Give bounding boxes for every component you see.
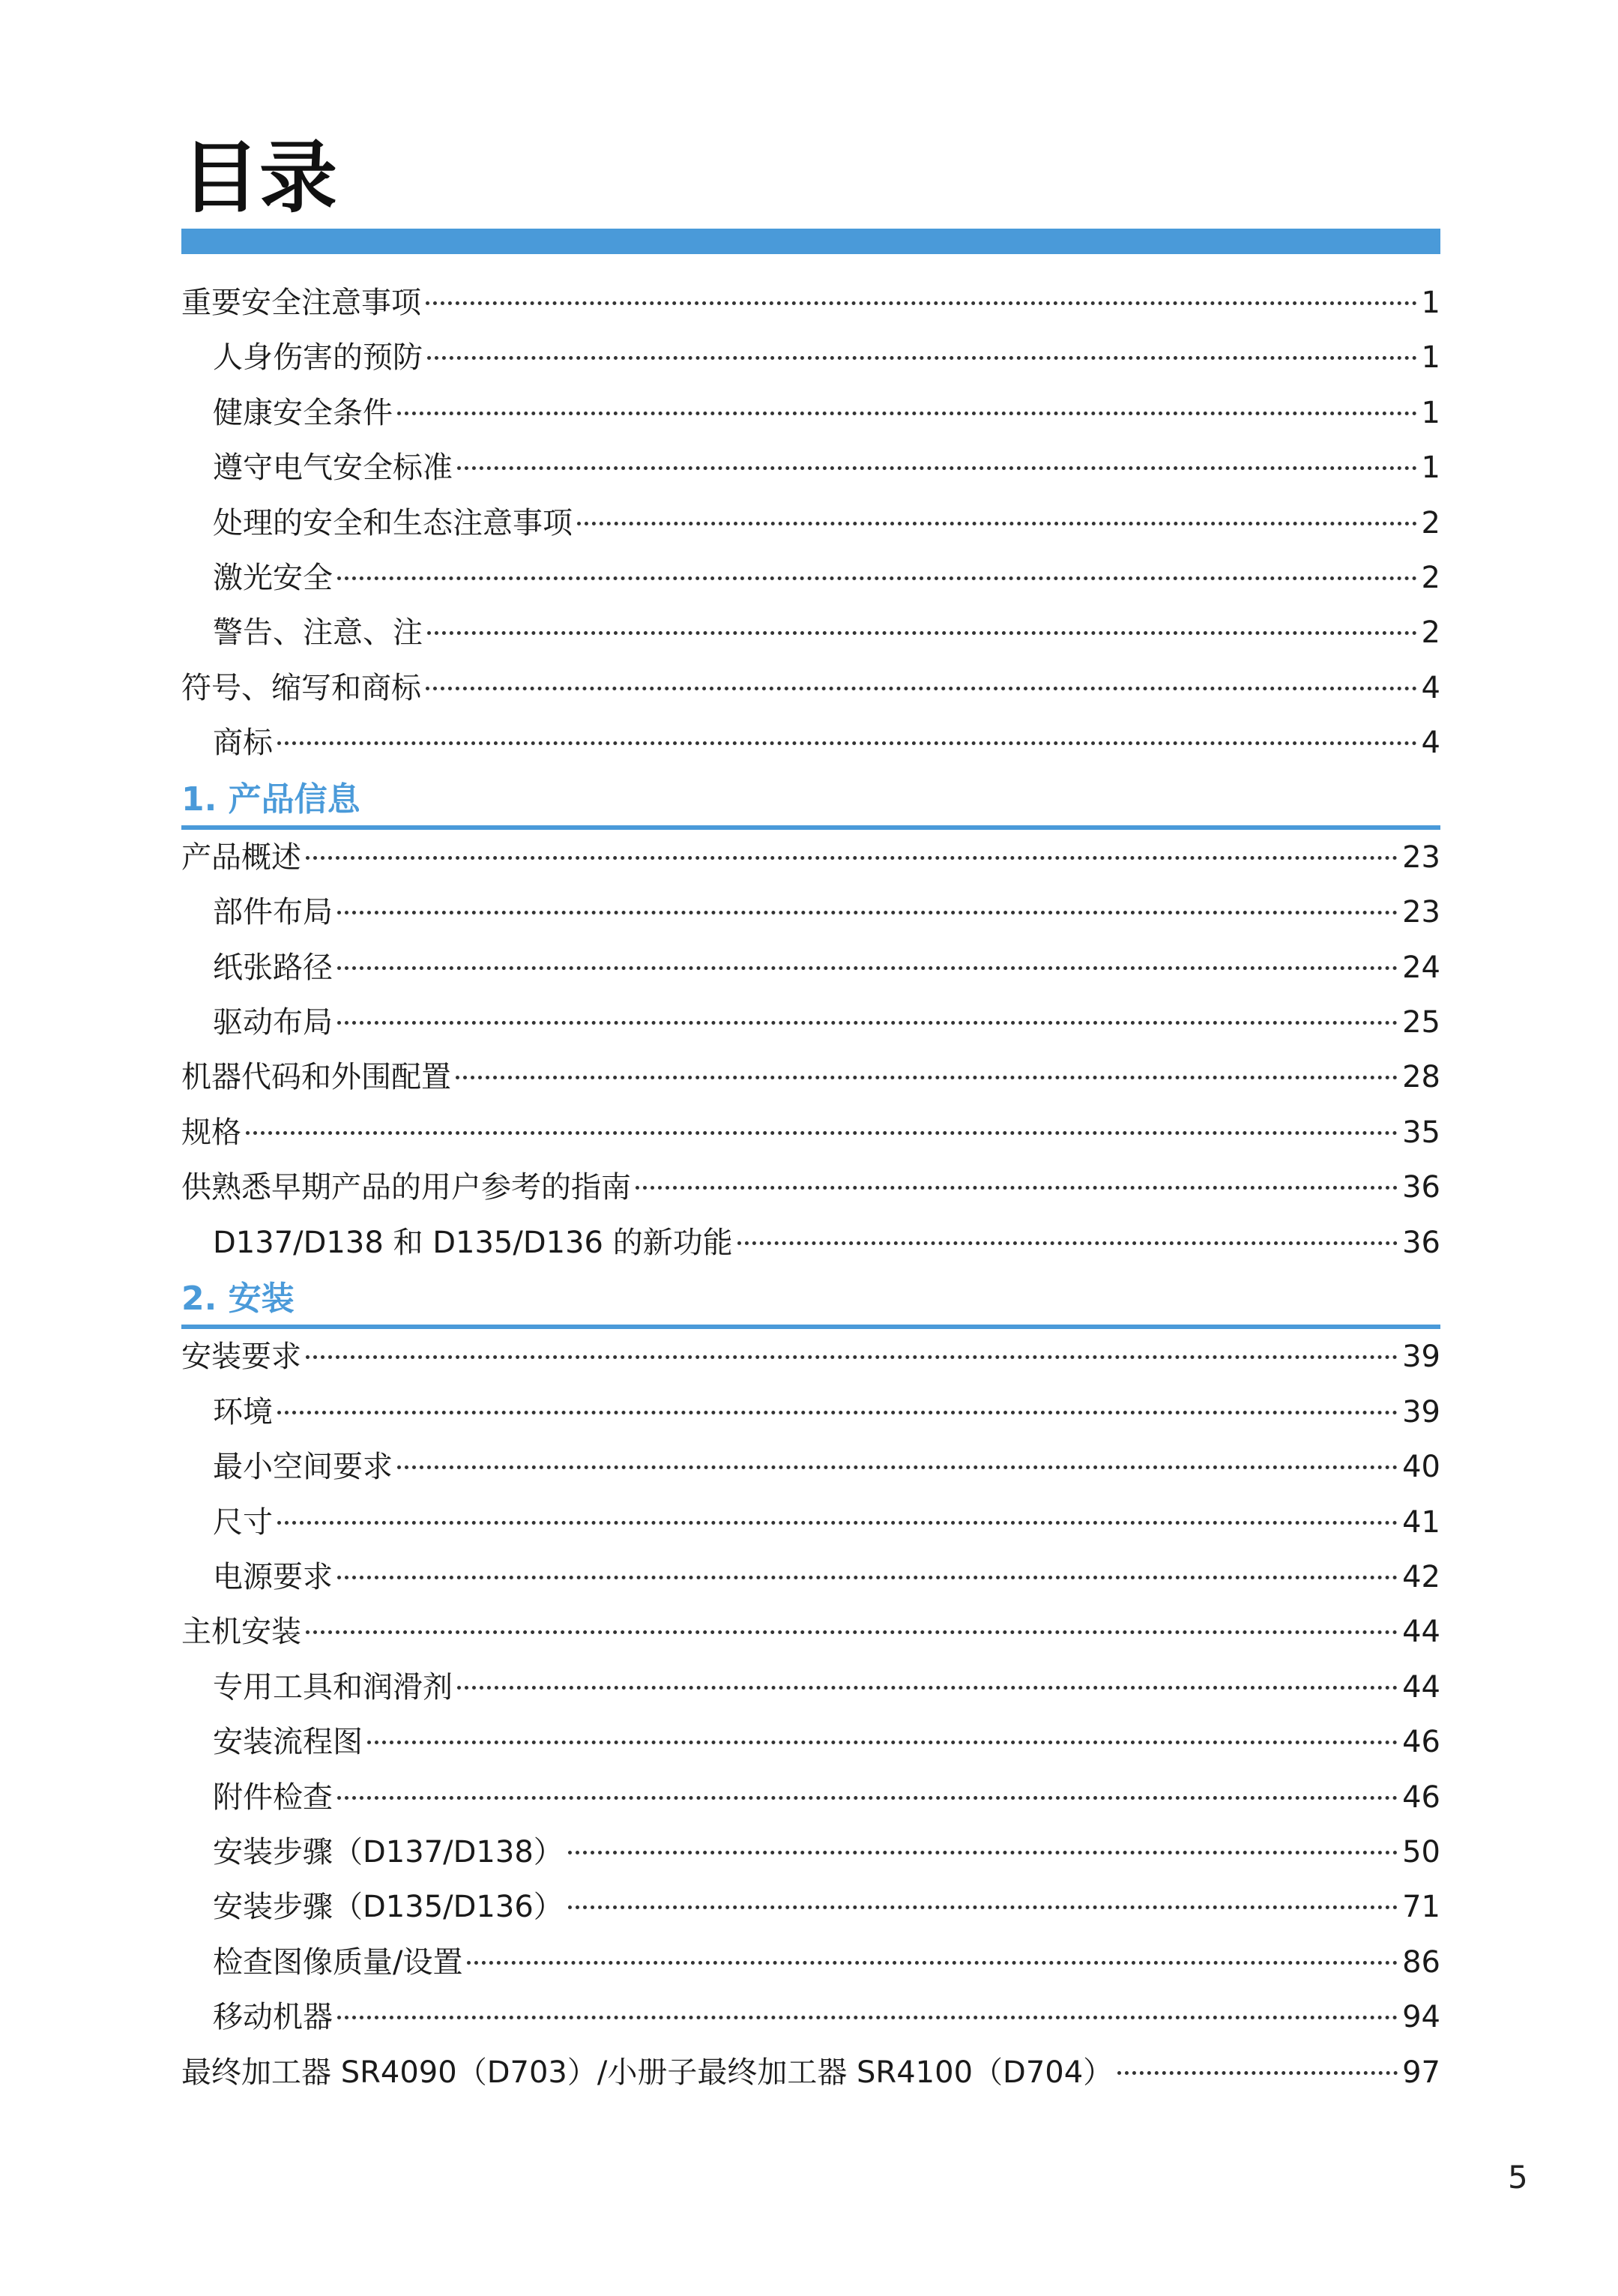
chapter-1-title[interactable]: 1. 产品信息 [181,780,360,819]
toc-entry-label[interactable]: 警告、注意、注 [213,615,423,651]
dot-leader [337,966,1398,970]
dot-leader [337,1021,1398,1025]
toc-entry-page-number[interactable]: 36 [1402,1170,1440,1205]
toc-entry-label[interactable]: 重要安全注意事项 [181,286,421,320]
dot-leader [737,1241,1398,1245]
toc-entry-page-number[interactable]: 86 [1402,1944,1440,1980]
toc-entry[interactable] [181,496,1440,551]
toc-entry[interactable] [181,276,1440,331]
dot-leader [456,1076,1398,1079]
toc-entry-page-number[interactable]: 44 [1402,1615,1440,1650]
dot-leader [426,301,1417,305]
toc-entry-page-number[interactable]: 71 [1402,1890,1440,1925]
chapter-2-heading[interactable] [181,1271,1440,1325]
dot-leader [367,1741,1398,1744]
toc-entry-page-number[interactable]: 2 [1421,505,1440,540]
toc-entry-page-number[interactable]: 50 [1402,1834,1440,1869]
dot-leader [467,1961,1398,1965]
toc-entry-label[interactable]: 纸张路径 [213,950,333,985]
page-number: 5 [1508,2159,1528,2196]
toc-entry[interactable] [181,2046,1440,2100]
chapter-1-rule [181,825,1440,830]
toc-entry-page-number[interactable]: 42 [1402,1559,1440,1594]
page-title: 目录 [181,132,338,223]
toc-entry-label[interactable]: 符号、缩写和商标 [181,670,421,705]
dot-leader [337,911,1398,915]
toc-entry-label[interactable]: 激光安全 [213,560,333,595]
dot-leader [337,1576,1398,1579]
dot-leader [1117,2071,1398,2075]
toc-entry-label[interactable]: 商标 [213,726,273,761]
chapter-2-section [181,1330,1440,2100]
toc-entry[interactable] [181,1550,1440,1605]
toc-entry[interactable] [181,831,1440,885]
dot-leader [277,741,1417,745]
toc-entry[interactable] [181,661,1440,716]
toc-entry[interactable] [181,1825,1440,1880]
toc-entry-label[interactable]: 尺寸 [213,1504,273,1540]
toc-entry-label[interactable]: 处理的安全和生态注意事项 [213,505,573,540]
toc-entry-label[interactable]: 机器代码和外围配置 [181,1060,451,1095]
toc-entry-page-number[interactable]: 25 [1402,1005,1440,1040]
toc-entry[interactable] [181,1216,1440,1271]
toc-entry[interactable] [181,1106,1440,1160]
dot-leader [568,1851,1398,1854]
toc-entry[interactable] [181,1495,1440,1550]
toc-entry[interactable] [181,1660,1440,1715]
dot-leader [568,1905,1398,1909]
dot-leader [427,356,1417,360]
toc-entry-label[interactable]: 环境 [213,1394,273,1429]
toc-entry-label[interactable]: D137/D138 和 D135/D136 的新功能 [213,1225,733,1260]
toc-entry[interactable] [181,1440,1440,1495]
toc-entry-page-number[interactable]: 23 [1402,895,1440,930]
dot-leader [457,1686,1398,1690]
toc-entry-page-number[interactable]: 2 [1421,560,1440,595]
title-underline-bar [181,229,1440,254]
dot-leader [397,1465,1398,1469]
toc-entry[interactable] [181,1385,1440,1440]
dot-leader [427,631,1417,635]
toc-entry[interactable] [181,1160,1440,1215]
toc-entry[interactable] [181,1771,1440,1825]
toc-entry-page-number[interactable]: 40 [1402,1450,1440,1485]
toc-entry-label[interactable]: 安装步骤（D137/D138） [213,1834,564,1869]
toc-entry-page-number[interactable]: 94 [1402,2000,1440,2035]
dot-leader [426,687,1417,690]
toc-entry-page-number[interactable]: 44 [1402,1669,1440,1705]
toc-entry-label[interactable]: 驱动布局 [213,1005,333,1040]
chapter-1-section [181,831,1440,1271]
toc-entry-page-number[interactable]: 97 [1402,2055,1440,2090]
toc-entry-label[interactable]: 移动机器 [213,2000,333,2035]
toc-entry-label[interactable]: 附件检查 [213,1780,333,1815]
toc-entry[interactable] [181,885,1440,940]
dot-leader [306,856,1398,860]
toc-entry-label[interactable]: 安装步骤（D135/D136） [213,1890,564,1925]
toc-entry-page-number[interactable]: 4 [1421,670,1440,705]
toc-entry[interactable] [181,1605,1440,1660]
table-of-contents [181,276,1440,2100]
toc-entry-page-number[interactable]: 24 [1402,950,1440,985]
chapter-2-title[interactable]: 2. 安装 [181,1280,295,1319]
toc-entry[interactable] [181,551,1440,606]
toc-entry-label[interactable]: 人身伤害的预防 [213,340,423,376]
toc-entry-label[interactable]: 规格 [181,1115,241,1150]
toc-entry-page-number[interactable]: 1 [1421,340,1440,376]
toc-entry-label[interactable]: 安装要求 [181,1340,301,1375]
dot-leader [457,466,1417,470]
toc-entry[interactable] [181,995,1440,1050]
toc-entry-label[interactable]: 健康安全条件 [213,395,393,430]
toc-entry[interactable] [181,716,1440,771]
toc-entry-label[interactable]: 产品概述 [181,840,301,875]
toc-entry-label[interactable]: 供熟悉早期产品的用户参考的指南 [181,1170,631,1205]
toc-entry[interactable] [181,386,1440,441]
toc-entry[interactable] [181,606,1440,660]
toc-entry-label[interactable]: 安装流程图 [213,1725,363,1760]
toc-entry[interactable] [181,1880,1440,1935]
dot-leader [306,1355,1398,1359]
toc-entry-page-number[interactable]: 35 [1402,1115,1440,1150]
toc-entry-label[interactable]: 检查图像质量/设置 [213,1944,463,1980]
dot-leader [397,412,1417,415]
front-matter-section [181,276,1440,771]
toc-entry-page-number[interactable]: 1 [1421,451,1440,486]
dot-leader [306,1630,1398,1634]
dot-leader [337,2016,1398,2019]
toc-entry-label[interactable]: 部件布局 [213,895,333,930]
toc-entry-page-number[interactable]: 39 [1402,1340,1440,1375]
dot-leader [246,1131,1398,1135]
toc-entry-label[interactable]: 专用工具和润滑剂 [213,1669,453,1705]
chapter-1-heading[interactable] [181,771,1440,826]
dot-leader [337,1796,1398,1800]
toc-entry[interactable] [181,1715,1440,1770]
toc-entry-page-number[interactable]: 1 [1421,395,1440,430]
dot-leader [337,576,1417,580]
dot-leader [277,1521,1398,1525]
toc-entry[interactable] [181,1935,1440,1990]
toc-entry-label[interactable]: 遵守电气安全标准 [213,451,453,486]
toc-entry[interactable] [181,1990,1440,2045]
toc-entry-page-number[interactable]: 2 [1421,615,1440,651]
toc-entry-page-number[interactable]: 41 [1402,1504,1440,1540]
chapter-2-rule [181,1325,1440,1329]
toc-entry-page-number[interactable]: 4 [1421,726,1440,761]
toc-entry-page-number[interactable]: 23 [1402,840,1440,875]
toc-entry-page-number[interactable]: 1 [1421,286,1440,320]
toc-entry[interactable] [181,941,1440,995]
dot-leader [577,522,1417,525]
toc-entry-label[interactable]: 最终加工器 SR4090（D703）/小册子最终加工器 SR4100（D704） [181,2055,1114,2090]
toc-entry-label[interactable]: 最小空间要求 [213,1450,393,1485]
toc-entry[interactable] [181,1330,1440,1384]
toc-entry-page-number[interactable]: 28 [1402,1060,1440,1095]
toc-entry-page-number[interactable]: 36 [1402,1225,1440,1260]
toc-entry-page-number[interactable]: 46 [1402,1725,1440,1760]
toc-entry-label[interactable]: 主机安装 [181,1615,301,1650]
toc-entry[interactable] [181,441,1440,495]
toc-entry-page-number[interactable]: 39 [1402,1394,1440,1429]
toc-entry-page-number[interactable]: 46 [1402,1780,1440,1815]
toc-entry[interactable] [181,1050,1440,1105]
dot-leader [277,1411,1398,1414]
toc-entry[interactable] [181,331,1440,385]
dot-leader [636,1186,1398,1190]
toc-entry-label[interactable]: 电源要求 [213,1559,333,1594]
